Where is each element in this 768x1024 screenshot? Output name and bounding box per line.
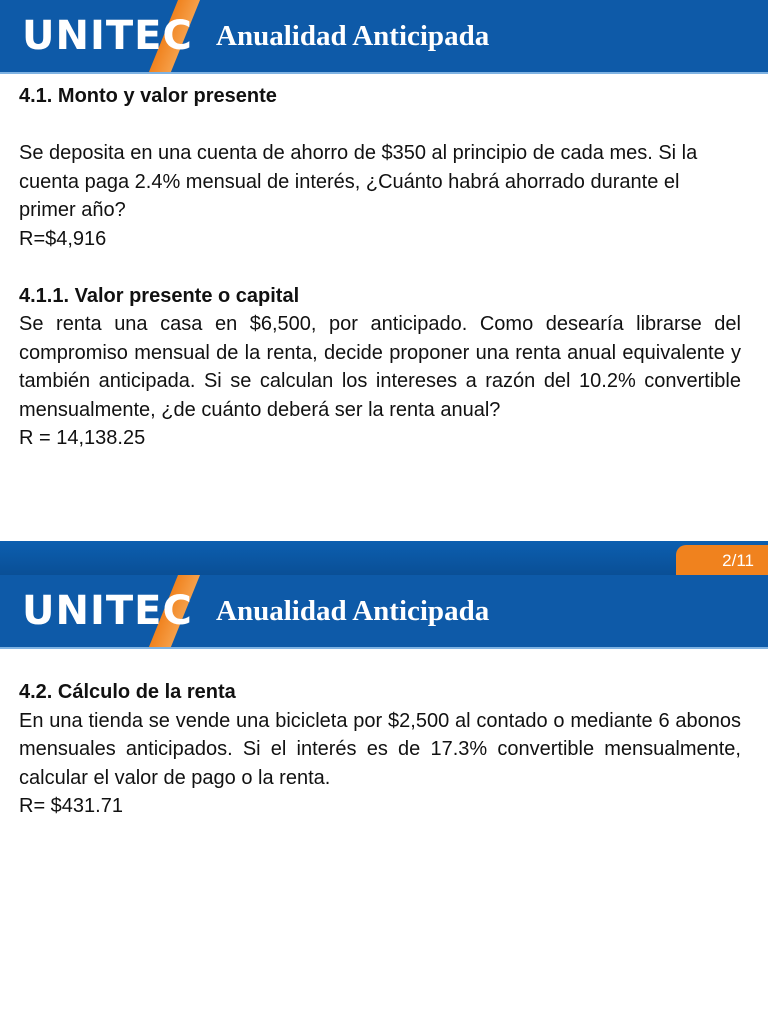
slide-content xyxy=(19,678,741,821)
slide-title: Anualidad Anticipada xyxy=(216,595,490,627)
section-heading: 4.1. Monto y valor presente xyxy=(19,85,277,107)
answer-text: R= $431.71 xyxy=(19,795,123,817)
slide-content xyxy=(19,82,741,453)
answer-text: R = 14,138.25 xyxy=(19,427,146,449)
answer-text: R=$4,916 xyxy=(19,227,107,250)
section-heading: 4.2. Cálculo de la renta xyxy=(19,681,236,703)
problem-text: Se renta una casa en $6,500, por anticipado. Como desearía librarse del compromiso mensual de la renta, decide proponer una renta anual equivalente y también anticipada. Si se calculan los intereses a razón del 10.2% convertible mensualmente, ¿de cuánto deberá ser la renta anual? xyxy=(19,313,741,421)
slide-header xyxy=(0,0,768,74)
slide-header xyxy=(0,575,768,649)
page-number: 2/11 xyxy=(676,545,768,575)
problem-text: Se deposita en una cuenta de ahorro de $350 al principio de cada mes. Si la cuenta paga 2.4% mensual de interés, ¿Cuánto habrá ahorrado durante el primer año? xyxy=(19,142,698,221)
unitec-logo: UNITEC xyxy=(22,588,193,634)
slide-2 xyxy=(0,575,768,1024)
slide-footer-bar xyxy=(0,541,768,575)
unitec-logo: UNITEC xyxy=(22,13,193,59)
slide-title: Anualidad Anticipada xyxy=(216,20,490,52)
section-heading: 4.1.1. Valor presente o capital xyxy=(19,284,300,307)
problem-text: En una tienda se vende una bicicleta por $2,500 al contado o mediante 6 abonos mensuales anticipados. Si el interés es de 17.3% convertible mensualmente, calcular el valor de pago o la renta. xyxy=(19,709,741,789)
